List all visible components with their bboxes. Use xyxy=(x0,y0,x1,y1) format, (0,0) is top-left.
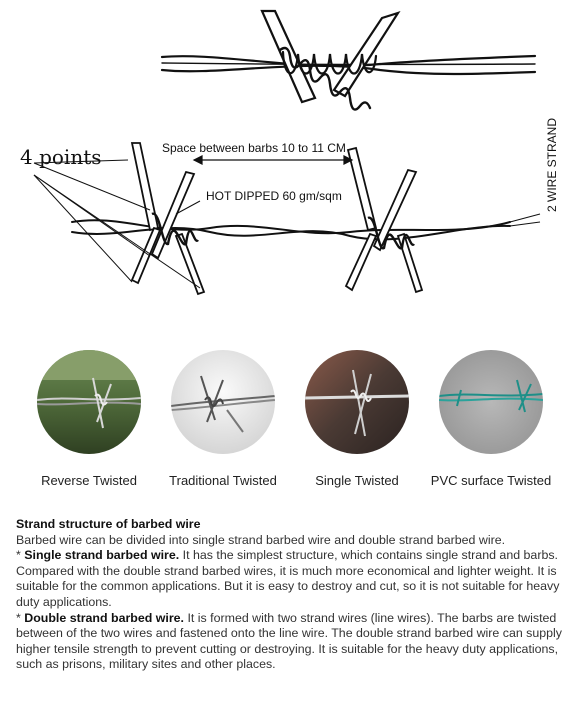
points-label: 4 points xyxy=(20,145,102,169)
thumb-pvc-surface-twisted[interactable] xyxy=(424,350,558,488)
thumb-caption: Single Twisted xyxy=(315,473,399,488)
single-twisted-image xyxy=(305,350,409,454)
thumb-caption: PVC surface Twisted xyxy=(430,473,552,488)
strand-wire xyxy=(72,220,510,239)
single-strand-label: Single strand barbed wire. xyxy=(24,548,180,563)
traditional-twisted-image xyxy=(171,350,275,454)
barb-right xyxy=(346,148,422,292)
points-pointer-lines xyxy=(34,160,200,288)
barbed-wire-diagram xyxy=(0,0,576,310)
strand-pointer-lines xyxy=(510,214,540,226)
double-strand-label: Double strand barbed wire. xyxy=(24,610,184,625)
bullet: * xyxy=(16,610,25,625)
wire-type-thumbnails xyxy=(0,350,576,495)
bullet: * xyxy=(16,548,25,563)
double-strand-paragraph xyxy=(16,611,568,673)
thumb-caption: Reverse Twisted xyxy=(41,473,137,488)
reverse-twisted-image xyxy=(37,350,141,454)
barb-left xyxy=(132,143,204,294)
thumb-caption: Traditional Twisted xyxy=(169,473,277,488)
double-strand-text: It is formed with two strand wires (line wires). The barbs are twisted between of the two wires and fastened onto the line wire. The double strand barbed wire can supply higher tensile strength to prevent cutting or destroying. It is suitable for the heavy duty applications, such as prisons, military sites and other places. xyxy=(16,610,562,672)
thumb-traditional-twisted[interactable] xyxy=(156,350,290,488)
single-strand-paragraph xyxy=(16,548,568,610)
thumb-reverse-twisted[interactable] xyxy=(22,350,156,488)
spacing-arrow xyxy=(194,156,352,164)
strand-label: 2 WIRE STRAND xyxy=(545,117,559,212)
coating-label: HOT DIPPED 60 gm/sqm xyxy=(206,189,342,203)
thumb-single-twisted[interactable] xyxy=(290,350,424,488)
article-body xyxy=(16,517,568,673)
closeup-barbed-wire xyxy=(162,11,535,110)
article-intro: Barbed wire can be divided into single strand barbed wire and double strand barbed wire. xyxy=(16,532,506,547)
spacing-label: Space between barbs 10 to 11 CM xyxy=(162,141,346,155)
article-title: Strand structure of barbed wire xyxy=(16,517,201,531)
single-strand-text: It has the simplest structure, which contains single strand and barbs. Compared with the double strand barbed wires, it is much more economical and lighter weight. It is suitable for the common applications. But it is easy to destroy and cut, so it is not suitable for heavy duty applications. xyxy=(16,548,560,609)
pvc-surface-twisted-image xyxy=(439,350,543,454)
